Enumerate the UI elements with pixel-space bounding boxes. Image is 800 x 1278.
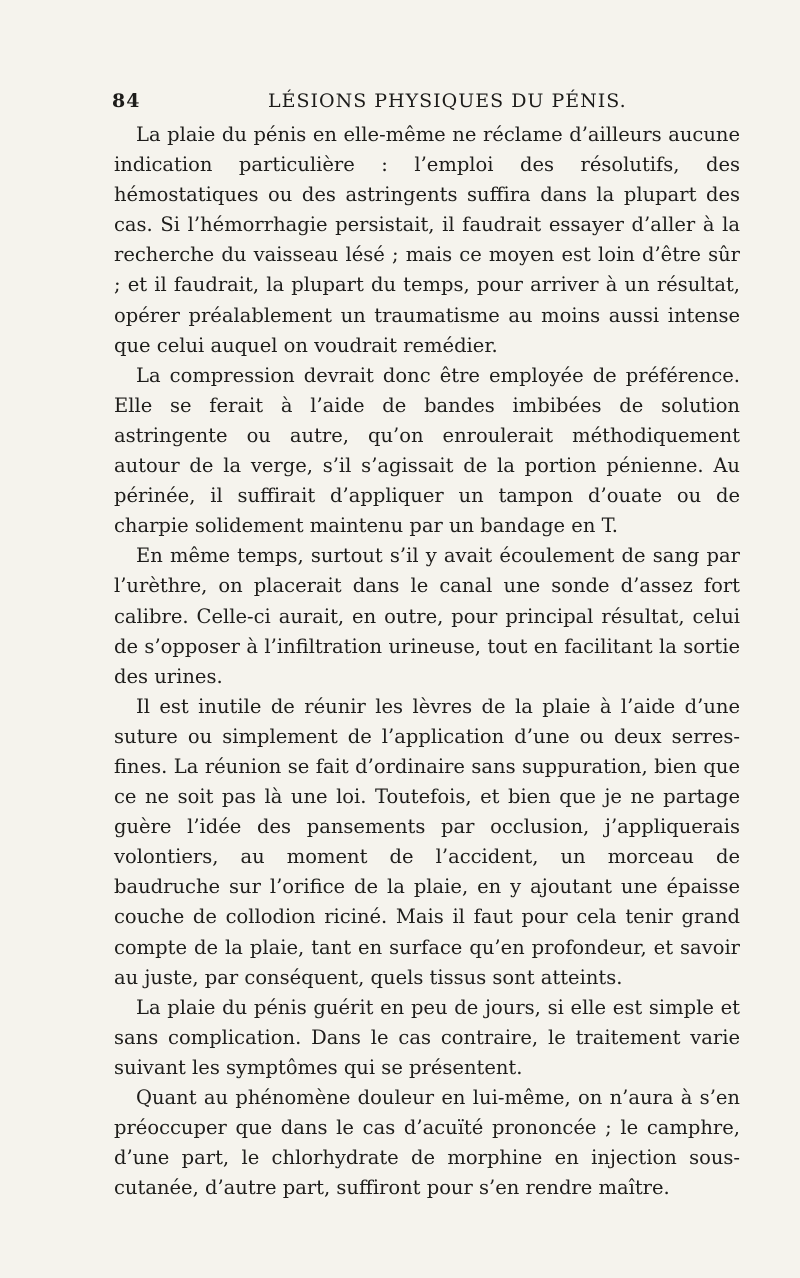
paragraph-4: Il est inutile de réunir les lèvres de la plaie à l’aide d’une suture ou simplement de l’application d’une ou deux serres-fines. La réunion se fait d’ordinaire sans suppuration, bien que ce ne soit pas là une loi. Toutefois, et bien que je ne partage guère l’idée des pansements par occlusion, j’appliquerais volontiers, au moment de l’accident, un morceau de baudruche sur l’orifice de la plaie, en y ajoutant une épaisse couche de collodion riciné. Mais il faut pour cela tenir grand compte de la plaie, tant en surface qu’en profondeur, et savoir au juste, par conséquent, quels tissus sont atteints. — [114, 694, 740, 989]
body-text — [114, 120, 740, 1203]
paragraph-5: La plaie du pénis guérit en peu de jours, si elle est simple et sans complication. Dans le cas contraire, le traitement varie suivant les symptômes qui se présentent. — [114, 995, 740, 1079]
page-number: 84 — [112, 90, 141, 112]
paragraph-3: En même temps, surtout s’il y avait écoulement de sang par l’urèthre, on placerait dans le canal une sonde d’assez fort calibre. Celle-ci aurait, en outre, pour principal résultat, celui de s’opposer à l’infiltration urineuse, tout en facilitant la sortie des urines. — [114, 544, 740, 688]
paragraph-2: La compression devrait donc être employée de préférence. Elle se ferait à l’aide de bandes imbibées de solution astringente ou autre, qu’on enroulerait méthodiquement autour de la verge, s’il s’agissait de la portion pénienne. Au périnée, il suffirait d’appliquer un tampon d’ouate ou de charpie solidement maintenu par un bandage en T. — [114, 363, 740, 538]
paragraph-6: Quant au phénomène douleur en lui-même, on n’aura à s’en préoccuper que dans le cas d’acuïté prononcée ; le camphre, d’une part, le chlorhydrate de morphine en injection sous-cutanée, d’autre part, suffiront pour s’en rendre maître. — [114, 1086, 740, 1200]
running-title: LÉSIONS PHYSIQUES DU PÉNIS. — [268, 90, 627, 112]
paragraph-1: La plaie du pénis en elle-même ne réclame d’ailleurs aucune indication particulière : l’emploi des résolutifs, des hémostatiques ou des astringents suffira dans la plupart des cas. Si l’hémorrhagie persistait, il faudrait essayer d’aller à la recherche du vaisseau lésé ; mais ce moyen est loin d’être sûr ; et il faudrait, la plupart du temps, pour arriver à un résultat, opérer préalablement un traumatisme au moins aussi intense que celui auquel on voudrait remédier. — [114, 123, 740, 357]
